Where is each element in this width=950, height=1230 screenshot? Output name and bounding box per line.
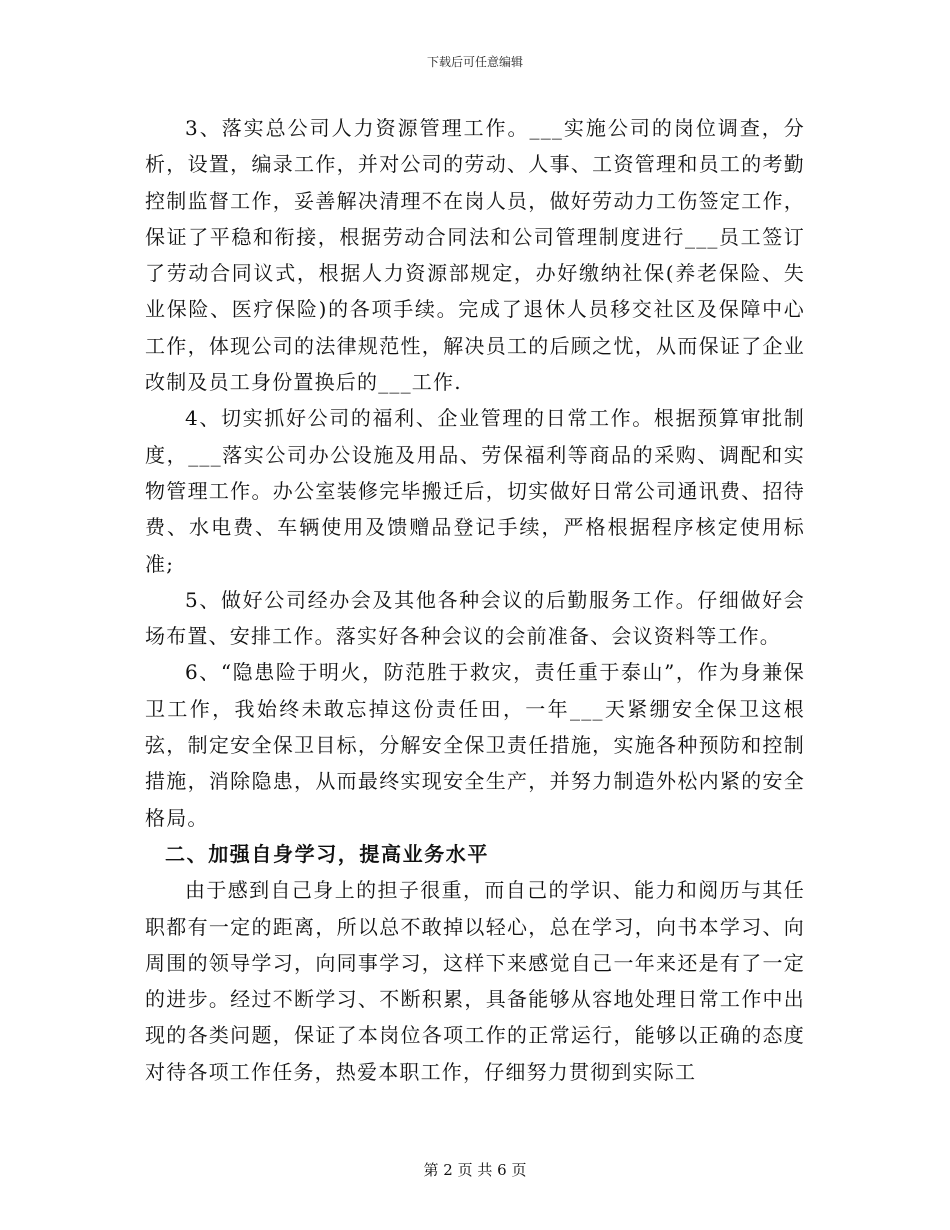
paragraph-item-4: 4、切实抓好公司的福利、企业管理的日常工作。根据预算审批制度，___落实公司办公设施及用品、劳保福利等商品的采购、调配和实物管理工作。办公室装修完毕搬迁后，切实做好日常公司通讯费、招待费、水电费、车辆使用及馈赠品登记手续，严格根据程序核定使用标准;	[145, 406, 805, 576]
document-body	[145, 110, 805, 1090]
section-heading: 二、加强自身学习，提高业务水平	[165, 841, 489, 866]
paragraph-item-3: 3、落实总公司人力资源管理工作。___实施公司的岗位调查，分析，设置，编录工作，并对公司的劳动、人事、工资管理和员工的考勤控制监督工作，妥善解决清理不在岗人员，做好劳动力工伤签定工作，保证了平稳和衔接，根据劳动合同法和公司管理制度进行___员工签订了劳动合同议式，根据人力资源部规定，办好缴纳社保(养老保险、失业保险、医疗保险)的各项手续。完成了退休人员移交社区及保障中心工作，体现公司的法律规范性，解决员工的后顾之忧，从而保证了企业改制及员工身份置换后的___工作.	[145, 116, 805, 395]
page-footer: 第 2 页 共 6 页	[423, 1161, 527, 1179]
section-paragraph: 由于感到自己身上的担子很重，而自己的学识、能力和阅历与其任职都有一定的距离，所以总不敢掉以轻心，总在学习，向书本学习、向周围的领导学习，向同事学习，这样下来感觉自己一年来还是有了一定的进步。经过不断学习、不断积累，具备能够从容地处理日常工作中出现的各类问题，保证了本岗位各项工作的正常运行，能够以正确的态度对待各项工作任务，热爱本职工作，仔细努力贯彻到实际工	[145, 878, 805, 1084]
paragraph-item-5: 5、做好公司经办会及其他各种会议的后勤服务工作。仔细做好会场布置、安排工作。落实好各种会议的会前准备、会议资料等工作。	[145, 587, 805, 649]
paragraph-item-6: 6、“隐患险于明火，防范胜于救灾，责任重于泰山”，作为身兼保卫工作，我始终未敢忘掉这份责任田，一年___天紧绷安全保卫这根弦，制定安全保卫目标，分解安全保卫责任措施，实施各种预防和控制措施，消除隐患，从而最终实现安全生产，并努力制造外松内紧的安全格局。	[145, 660, 805, 830]
page-header: 下载后可任意编辑	[426, 55, 523, 69]
